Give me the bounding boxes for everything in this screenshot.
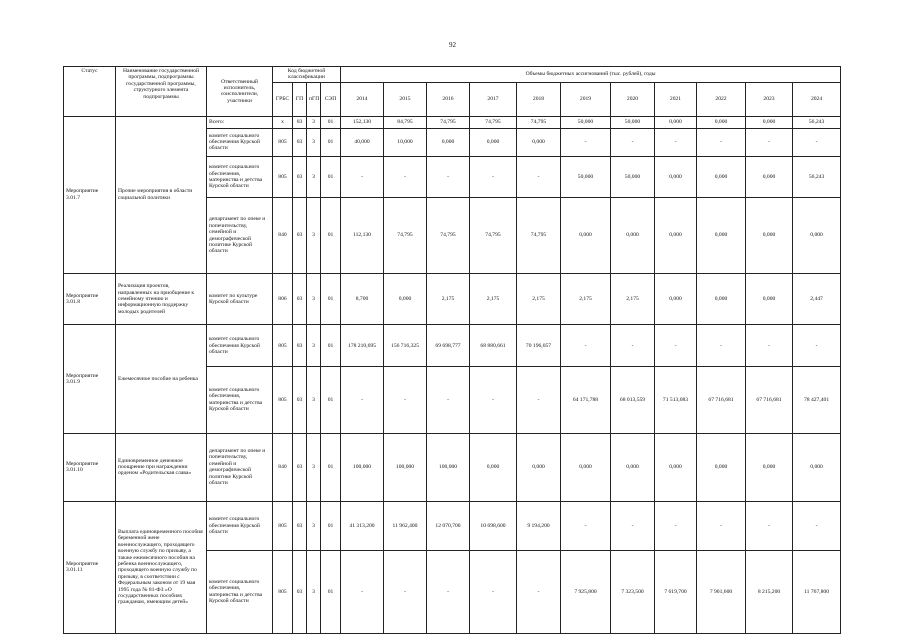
row-code-cell: 01 <box>321 367 341 434</box>
row-responsible: комитет социального обеспечения, материнства и детства Курской области <box>207 156 273 198</box>
header-year-2020: 2020 <box>611 82 655 116</box>
row-responsible: комитет социального обеспечения Курской области <box>207 501 273 550</box>
row-value-cell: 41 313,200 <box>341 501 384 550</box>
row-code-cell: 3 <box>307 273 321 325</box>
row-value-cell: 7 619,700 <box>655 550 697 633</box>
row-code-cell: 840 <box>273 198 293 274</box>
row-value-cell: 0,000 <box>793 433 841 501</box>
row-code-cell: 805 <box>273 367 293 434</box>
row-value-cell: 2,175 <box>561 273 611 325</box>
table-row <box>64 116 841 128</box>
row-value-cell: - <box>470 156 517 198</box>
row-code-cell: 3 <box>307 116 321 128</box>
row-code-cell: х <box>273 116 293 128</box>
row-code-cell: 840 <box>273 433 293 501</box>
row-value-cell: - <box>697 501 746 550</box>
header-budget-code: Код бюджетной классификации <box>273 67 341 83</box>
table-row <box>64 325 841 367</box>
row-value-cell: 100,000 <box>427 433 470 501</box>
row-name: Реализация проектов, направленных на приобщение к семейному чтению и информационную поддержку молодых родителей <box>116 273 207 325</box>
row-value-cell: 40,000 <box>341 128 384 156</box>
row-status: Мероприятие 3.01.11 <box>64 501 116 633</box>
row-code-cell: 01 <box>321 325 341 367</box>
row-value-cell: - <box>517 156 561 198</box>
row-value-cell: - <box>697 325 746 367</box>
row-responsible: комитет социального обеспечения Курской области <box>207 128 273 156</box>
row-value-cell: 0,000 <box>746 433 793 501</box>
table-row <box>64 433 841 501</box>
row-name: Прочие мероприятия в области социальной политики <box>116 116 207 273</box>
row-code-cell: 3 <box>307 550 321 633</box>
row-code-cell: 805 <box>273 325 293 367</box>
row-value-cell: 0,000 <box>611 433 655 501</box>
row-code-cell: 3 <box>307 433 321 501</box>
row-value-cell: 2,447 <box>793 273 841 325</box>
table-row <box>64 501 841 550</box>
row-value-cell: 2,175 <box>470 273 517 325</box>
row-value-cell: - <box>611 325 655 367</box>
table-row <box>64 273 841 325</box>
row-value-cell: 74,795 <box>470 198 517 274</box>
row-value-cell: - <box>746 501 793 550</box>
row-code-cell: 01 <box>321 433 341 501</box>
row-status: Мероприятие 3.01.10 <box>64 433 116 501</box>
row-code-cell: 03 <box>293 116 307 128</box>
row-value-cell: 0,000 <box>470 128 517 156</box>
row-value-cell: 0,000 <box>655 433 697 501</box>
row-value-cell: 0,000 <box>697 116 746 128</box>
row-code-cell: 01 <box>321 198 341 274</box>
row-value-cell: 64 171,788 <box>561 367 611 434</box>
row-code-cell: 03 <box>293 550 307 633</box>
header-year-2016: 2016 <box>427 82 470 116</box>
row-value-cell: - <box>427 156 470 198</box>
row-value-cell: 71 513,083 <box>655 367 697 434</box>
row-value-cell: - <box>384 550 427 633</box>
header-code-2: пГП <box>307 82 321 116</box>
row-code-cell: 03 <box>293 433 307 501</box>
row-name: Ежемесячное пособие на ребенка <box>116 325 207 433</box>
row-value-cell: 74,795 <box>384 198 427 274</box>
header-status: Статус <box>64 67 116 117</box>
row-value-cell: 10,000 <box>384 128 427 156</box>
row-value-cell: 178 210,695 <box>341 325 384 367</box>
row-code-cell: 03 <box>293 156 307 198</box>
row-code-cell: 805 <box>273 128 293 156</box>
page-number: 92 <box>449 41 456 49</box>
row-value-cell: 50,000 <box>561 156 611 198</box>
row-code-cell: 01 <box>321 128 341 156</box>
row-responsible: комитет социального обеспечения, материнства и детства Курской области <box>207 367 273 434</box>
row-value-cell: 0,000 <box>746 273 793 325</box>
row-value-cell: 100,000 <box>384 433 427 501</box>
row-value-cell: 7 901,600 <box>697 550 746 633</box>
row-value-cell: - <box>341 367 384 434</box>
row-value-cell: 0,000 <box>697 273 746 325</box>
row-value-cell: 7 323,500 <box>611 550 655 633</box>
row-value-cell: 0,000 <box>611 198 655 274</box>
row-value-cell: 0,000 <box>655 273 697 325</box>
row-responsible: департамент по опеке и попечительству, семейной и демографической политике Курской области <box>207 433 273 501</box>
row-value-cell: 0,000 <box>746 198 793 274</box>
row-value-cell: 12 070,700 <box>427 501 470 550</box>
row-value-cell: - <box>793 128 841 156</box>
row-value-cell: 78 427,401 <box>793 367 841 434</box>
row-code-cell: 01 <box>321 116 341 128</box>
row-code-cell: 3 <box>307 128 321 156</box>
budget-allocation-table <box>63 66 841 634</box>
row-responsible: Всего: <box>207 116 273 128</box>
row-value-cell: 68 013,559 <box>611 367 655 434</box>
row-value-cell: - <box>611 128 655 156</box>
row-code-cell: 805 <box>273 501 293 550</box>
row-value-cell: - <box>655 128 697 156</box>
row-value-cell: - <box>561 325 611 367</box>
header-year-2023: 2023 <box>746 82 793 116</box>
header-year-2017: 2017 <box>470 82 517 116</box>
row-value-cell: 0,000 <box>561 198 611 274</box>
header-year-2021: 2021 <box>655 82 697 116</box>
row-name: Выплата единовременного пособия беременной жене военнослужащего, проходящего военную службу по призыву, а также ежемесячного пособия на ребенка военнослужащего, проходящего военную службу по призыву, в соответствии с Федеральным законом от 19 мая 1995 года № 81-ФЗ «О государственных пособиях гражданам, имеющим детей» <box>116 501 207 633</box>
row-value-cell: 0,000 <box>746 156 793 198</box>
header-code-1: ГП <box>293 82 307 116</box>
row-code-cell: 3 <box>307 156 321 198</box>
header-code-3: СЭП <box>321 82 341 116</box>
header-year-2024: 2024 <box>793 82 841 116</box>
row-code-cell: 03 <box>293 128 307 156</box>
row-value-cell: - <box>655 501 697 550</box>
header-responsible: Ответственный исполнитель, соисполнители, участники <box>207 67 273 117</box>
row-value-cell: - <box>746 325 793 367</box>
header-year-2019: 2019 <box>561 82 611 116</box>
row-value-cell: 67 716,681 <box>697 367 746 434</box>
row-status: Мероприятие 3.01.9 <box>64 325 116 433</box>
row-code-cell: 01 <box>321 156 341 198</box>
row-value-cell: - <box>697 128 746 156</box>
row-value-cell: - <box>655 325 697 367</box>
header-year-2022: 2022 <box>697 82 746 116</box>
row-code-cell: 3 <box>307 198 321 274</box>
row-value-cell: - <box>341 550 384 633</box>
row-value-cell: 0,000 <box>793 198 841 274</box>
row-value-cell: 8 215,200 <box>746 550 793 633</box>
header-name: Наименование государственной программы, подпрограммы государственной программы, структурного элемента подпрограммы <box>116 67 207 117</box>
row-value-cell: 56,243 <box>793 156 841 198</box>
row-code-cell: 03 <box>293 325 307 367</box>
row-value-cell: 50,000 <box>561 116 611 128</box>
row-value-cell: 0,000 <box>746 116 793 128</box>
row-value-cell: 8,700 <box>341 273 384 325</box>
row-value-cell: 112,130 <box>341 198 384 274</box>
row-value-cell: 10 698,600 <box>470 501 517 550</box>
row-responsible: департамент по опеке и попечительству, семейной и демографической политике Курской области <box>207 198 273 274</box>
row-value-cell: 67 716,681 <box>746 367 793 434</box>
row-value-cell: 0,000 <box>517 128 561 156</box>
header-code-0: ГРБС <box>273 82 293 116</box>
row-status: Мероприятие 3.01.7 <box>64 116 116 273</box>
row-value-cell: 0,000 <box>655 116 697 128</box>
row-code-cell: 01 <box>321 273 341 325</box>
row-value-cell: 0,000 <box>697 198 746 274</box>
row-value-cell: 0,000 <box>655 156 697 198</box>
row-value-cell: - <box>470 367 517 434</box>
row-value-cell: 70 196,057 <box>517 325 561 367</box>
row-value-cell: 0,000 <box>655 198 697 274</box>
row-code-cell: 03 <box>293 367 307 434</box>
row-value-cell: 74,795 <box>427 116 470 128</box>
row-code-cell: 01 <box>321 550 341 633</box>
row-code-cell: 3 <box>307 325 321 367</box>
row-responsible: комитет по культуре Курской области <box>207 273 273 325</box>
row-value-cell: 68 880,661 <box>470 325 517 367</box>
row-value-cell: 74,795 <box>517 198 561 274</box>
row-value-cell: 0,000 <box>517 433 561 501</box>
row-value-cell: 84,795 <box>384 116 427 128</box>
row-code-cell: 01 <box>321 501 341 550</box>
row-value-cell: - <box>561 128 611 156</box>
row-value-cell: 74,795 <box>517 116 561 128</box>
row-value-cell: 74,795 <box>470 116 517 128</box>
header-year-2014: 2014 <box>341 82 384 116</box>
row-responsible: комитет социального обеспечения, материнства и детства Курской области <box>207 550 273 633</box>
row-value-cell: - <box>470 550 517 633</box>
row-value-cell: 100,000 <box>341 433 384 501</box>
row-value-cell: - <box>384 156 427 198</box>
row-value-cell: 50,000 <box>611 156 655 198</box>
row-code-cell: 03 <box>293 273 307 325</box>
row-value-cell: 0,000 <box>561 433 611 501</box>
row-value-cell: - <box>793 325 841 367</box>
row-value-cell: - <box>746 128 793 156</box>
row-value-cell: 9 194,200 <box>517 501 561 550</box>
row-value-cell: 2,175 <box>517 273 561 325</box>
row-value-cell: 0,000 <box>470 433 517 501</box>
row-value-cell: 2,175 <box>611 273 655 325</box>
header-year-2018: 2018 <box>517 82 561 116</box>
row-name: Единовременное денежное поощрение при награждении орденом «Родительская слава» <box>116 433 207 501</box>
header-year-2015: 2015 <box>384 82 427 116</box>
row-value-cell: - <box>427 367 470 434</box>
row-value-cell: 50,000 <box>611 116 655 128</box>
row-value-cell: 152,130 <box>341 116 384 128</box>
row-value-cell: - <box>611 501 655 550</box>
row-value-cell: 156 716,325 <box>384 325 427 367</box>
row-value-cell: 0,000 <box>384 273 427 325</box>
row-code-cell: 03 <box>293 501 307 550</box>
row-value-cell: - <box>427 550 470 633</box>
row-code-cell: 3 <box>307 367 321 434</box>
row-value-cell: 0,000 <box>697 156 746 198</box>
row-responsible: комитет социального обеспечения Курской области <box>207 325 273 367</box>
row-status: Мероприятие 3.01.8 <box>64 273 116 325</box>
row-value-cell: 11 962,400 <box>384 501 427 550</box>
row-value-cell: - <box>793 501 841 550</box>
row-code-cell: 806 <box>273 273 293 325</box>
row-value-cell: 2,175 <box>427 273 470 325</box>
row-value-cell: - <box>517 550 561 633</box>
row-code-cell: 3 <box>307 501 321 550</box>
table-body <box>64 116 841 633</box>
row-value-cell: 74,795 <box>427 198 470 274</box>
row-value-cell: 56,243 <box>793 116 841 128</box>
row-value-cell: - <box>384 367 427 434</box>
row-value-cell: 69 698,777 <box>427 325 470 367</box>
row-value-cell: - <box>517 367 561 434</box>
row-value-cell: 7 925,800 <box>561 550 611 633</box>
row-value-cell: - <box>561 501 611 550</box>
row-value-cell: 0,000 <box>427 128 470 156</box>
row-value-cell: - <box>341 156 384 198</box>
header-volumes: Объемы бюджетных ассигнований (тыс. рублей), годы <box>341 67 841 83</box>
row-code-cell: 805 <box>273 156 293 198</box>
row-value-cell: 0,000 <box>697 433 746 501</box>
row-code-cell: 805 <box>273 550 293 633</box>
row-value-cell: 11 767,800 <box>793 550 841 633</box>
row-code-cell: 03 <box>293 198 307 274</box>
